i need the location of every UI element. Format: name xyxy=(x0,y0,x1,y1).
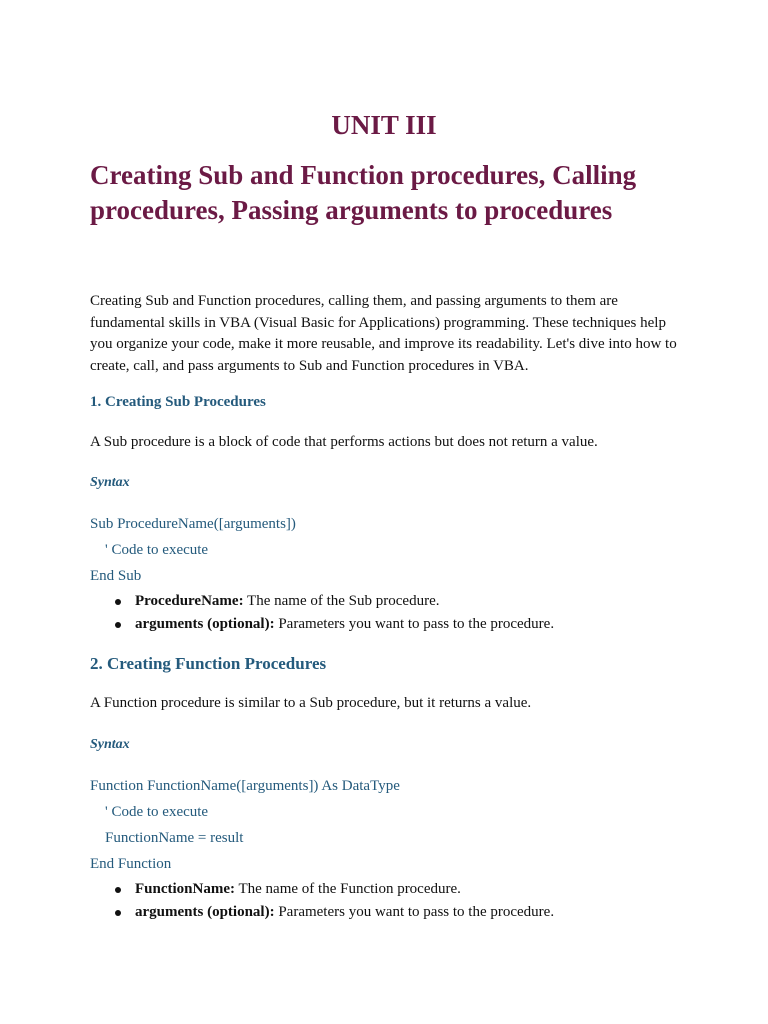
code-line: ' Code to execute xyxy=(105,542,209,558)
list-item xyxy=(90,593,554,616)
section-description: A Function procedure is similar to a Sub procedure, but it returns a value. xyxy=(90,695,532,711)
term-label: FunctionName: xyxy=(135,881,235,897)
code-line: End Sub xyxy=(90,568,142,584)
syntax-label: Syntax xyxy=(90,737,130,752)
section-heading-sub-procedures: 1. Creating Sub Procedures xyxy=(90,394,266,410)
unit-title: UNIT III xyxy=(331,110,437,140)
term-label: arguments (optional): xyxy=(135,904,275,920)
syntax-label: Syntax xyxy=(90,475,130,490)
bullet-icon xyxy=(115,622,121,628)
parameter-list xyxy=(90,593,554,639)
code-line: ' Code to execute xyxy=(105,804,209,820)
list-item xyxy=(90,616,554,639)
bullet-icon xyxy=(115,887,121,893)
code-line: FunctionName = result xyxy=(105,830,244,846)
term-description: The name of the Function procedure. xyxy=(235,881,461,897)
bullet-icon xyxy=(115,599,121,605)
code-line: End Function xyxy=(90,856,172,872)
term-description: Parameters you want to pass to the procedure. xyxy=(274,904,555,920)
code-line: Sub ProcedureName([arguments]) xyxy=(90,516,296,532)
page-title: Creating Sub and Function procedures, Calling procedures, Passing arguments to procedures xyxy=(90,160,637,225)
section-description: A Sub procedure is a block of code that performs actions but does not return a value. xyxy=(90,434,598,450)
code-line: Function FunctionName([arguments]) As DataType xyxy=(90,778,400,794)
intro-paragraph: Creating Sub and Function procedures, calling them, and passing arguments to them are fundamental skills in VBA (Visual Basic for Applications) programming. These techniques help you organize your code, make it more reusable, and improve its readability. Let's dive into how to create, call, and pass arguments to Sub and Function procedures in VBA. xyxy=(90,293,677,374)
term-description: Parameters you want to pass to the procedure. xyxy=(274,616,555,632)
list-item xyxy=(90,881,554,904)
term-label: ProcedureName: xyxy=(135,593,244,609)
term-description: The name of the Sub procedure. xyxy=(243,593,440,609)
parameter-list xyxy=(90,881,554,927)
term-label: arguments (optional): xyxy=(135,616,275,632)
list-item xyxy=(90,904,554,927)
section-heading-function-procedures: 2. Creating Function Procedures xyxy=(90,654,327,673)
bullet-icon xyxy=(115,910,121,916)
